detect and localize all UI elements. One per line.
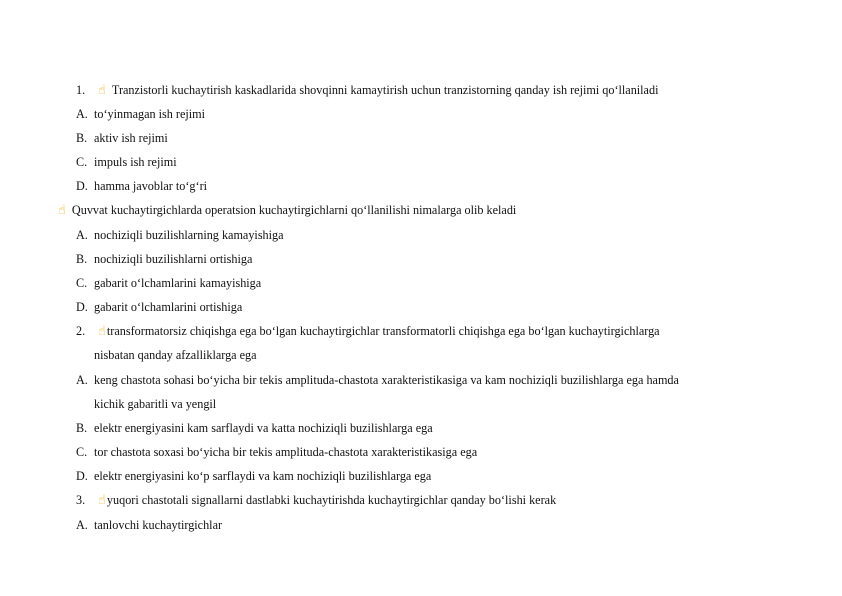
question-number: 2.: [76, 324, 86, 338]
option-b: B. elektr energiyasini kam sarflaydi va katta nochiziqli buzilishlarga ega: [76, 421, 433, 435]
pointing-hand-icon: ☝: [98, 493, 106, 508]
option-c: C. gabarit o‘lchamlarini kamayishiga: [76, 276, 262, 290]
option-a: A. nochiziqli buzilishlarning kamayishiga: [76, 228, 284, 242]
question-2: [76, 323, 660, 340]
option-b: B. aktiv ish rejimi: [76, 131, 168, 145]
option-a: A. keng chastota sohasi bo‘yicha bir tekis amplituda-chastota xarakteristikasiga va kam nochiziqli buzilishlarga ega hamda: [76, 373, 679, 387]
option-a: A. to‘yinmagan ish rejimi: [76, 107, 206, 121]
question-2-continuation: nisbatan qanday afzalliklarga ega: [94, 348, 257, 362]
question-number: 3.: [76, 493, 86, 507]
question-text: transformatorsiz chiqishga ega bo‘lgan kuchaytirgichlar transformatorli chiqishga ega bo‘lgan kuchaytirgichlarga: [106, 324, 660, 338]
pointing-hand-icon: ☝: [58, 203, 66, 218]
question-text: Quvvat kuchaytirgichlarda operatsion kuchaytirgichlarni qo‘llanilishi nimalarga olib keladi: [71, 203, 517, 217]
pointing-hand-icon: ☝: [98, 83, 106, 98]
option-b: B. nochiziqli buzilishlarni ortishiga: [76, 252, 253, 266]
option-a: A. tanlovchi kuchaytirgichlar: [76, 518, 223, 532]
question-text: Tranzistorli kuchaytirish kaskadlarida shovqinni kamaytirish uchun tranzistorning qanday ish rejimi qo‘llaniladi: [111, 83, 659, 97]
option-c: C. tor chastota soxasi bo‘yicha bir tekis amplituda-chastota xarakteristikasiga ega: [76, 445, 478, 459]
question-1: [76, 82, 658, 99]
option-d: D. hamma javoblar to‘g‘ri: [76, 179, 208, 193]
pointing-hand-icon: ☝: [98, 324, 106, 339]
option-a-continuation: kichik gabaritli va yengil: [94, 397, 217, 411]
question-number: 1.: [76, 83, 86, 97]
option-d: D. elektr energiyasini ko‘p sarflaydi va kam nochiziqli buzilishlarga ega: [76, 469, 432, 483]
question-text: yuqori chastotali signallarni dastlabki kuchaytirishda kuchaytirgichlar qanday bo‘lishi kerak: [106, 493, 557, 507]
option-d: D. gabarit o‘lchamlarini ortishiga: [76, 300, 243, 314]
option-c: C. impuls ish rejimi: [76, 155, 177, 169]
question-3: [76, 492, 556, 509]
question-unnumbered: [58, 202, 516, 219]
